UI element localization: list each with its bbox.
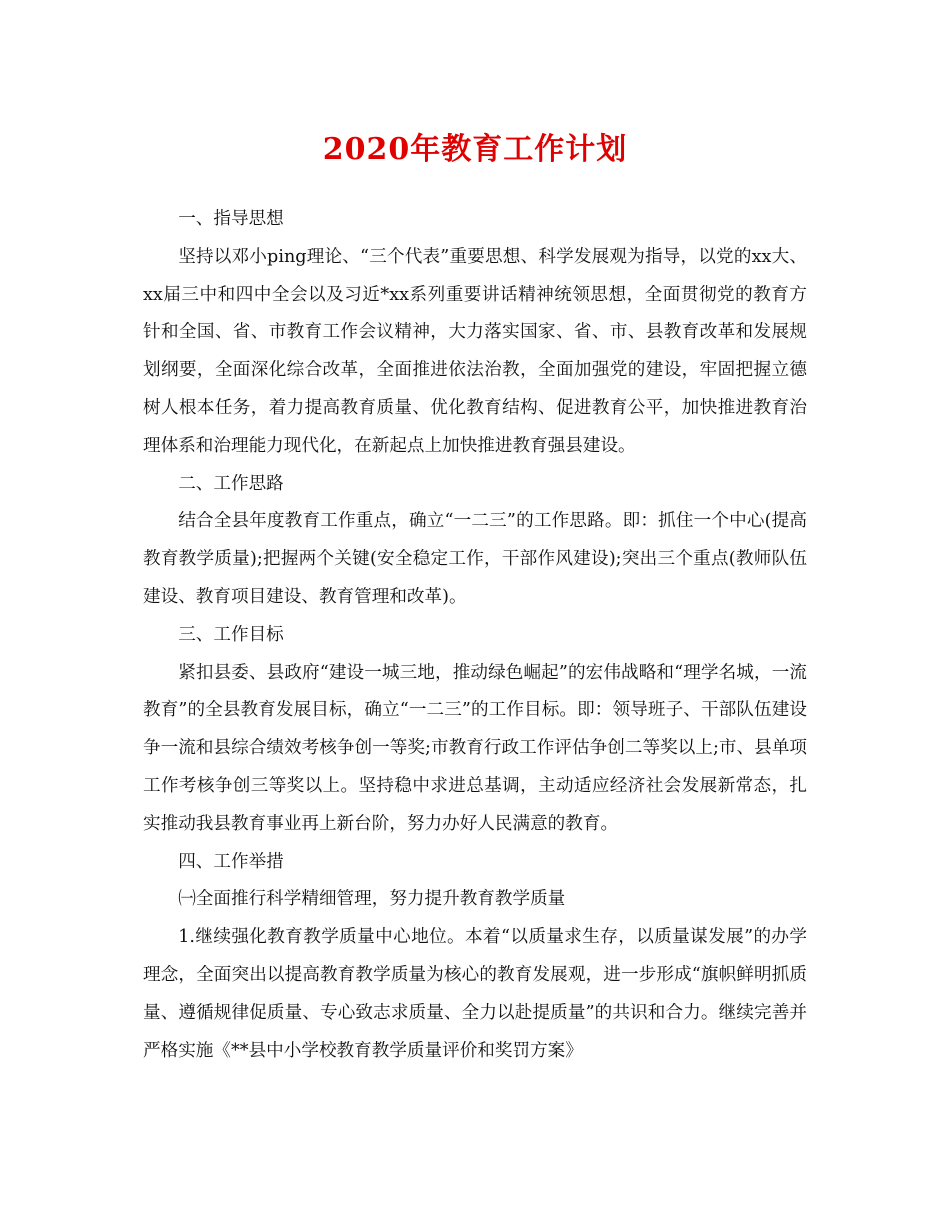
section-heading: 四、工作举措 bbox=[178, 851, 284, 872]
section-heading: 二、工作思路 bbox=[178, 473, 284, 494]
paragraph: 结合全县年度教育工作重点，确立“一二三”的工作思路。即：抓住一个中心(提高教育教学质量);把握两个关键(安全稳定工作，干部作风建设);突出三个重点(教师队伍建设、教育项目建设、教育管理和改革)。 bbox=[143, 511, 807, 607]
paragraph: 紧扣县委、县政府“建设一城三地，推动绿色崛起”的宏伟战略和“理学名城，一流教育”的全县教育发展目标，确立“一二三”的工作目标。即：领导班子、干部队伍建设争一流和县综合绩效考核争创一等奖;市教育行政工作评估争创二等奖以上;市、县单项工作考核争创三等奖以上。坚持稳中求进总基调，主动适应经济社会发展新常态，扎实推动我县教育事业再上新台阶，努力办好人民满意的教育。 bbox=[143, 662, 807, 834]
subsection-heading: ㈠全面推行科学精细管理，努力提升教育教学质量 bbox=[178, 889, 566, 910]
section-heading: 一、指导思想 bbox=[178, 209, 284, 229]
page-title: 2020年教育工作计划 bbox=[322, 132, 628, 167]
section-heading: 三、工作目标 bbox=[178, 624, 284, 645]
paragraph: 坚持以邓小ping理论、“三个代表”重要思想、科学发展观为指导，以党的xx大、xx届三中和四中全会以及习近*xx系列重要讲话精神统领思想，全面贯彻党的教育方针和全国、省、市教育工作会议精神，大力落实国家、省、市、县教育改革和发展规划纲要，全面深化综合改革，全面推进依法治教，全面加强党的建设，牢固把握立德树人根本任务，着力提高教育质量、优化教育结构、促进教育公平，加快推进教育治理体系和治理能力现代化，在新起点上加快推进教育强县建设。 bbox=[143, 246, 807, 456]
document-body bbox=[143, 201, 807, 1070]
paragraph: 1.继续强化教育教学质量中心地位。本着“以质量求生存，以质量谋发展”的办学理念，全面突出以提高教育教学质量为核心的教育发展观，进一步形成“旗帜鲜明抓质量、遵循规律促质量、专心致志求质量、全力以赴提质量”的共识和合力。继续完善并严格实施《**县中小学校教育教学质量评价和奖罚方案》 bbox=[143, 927, 807, 1061]
